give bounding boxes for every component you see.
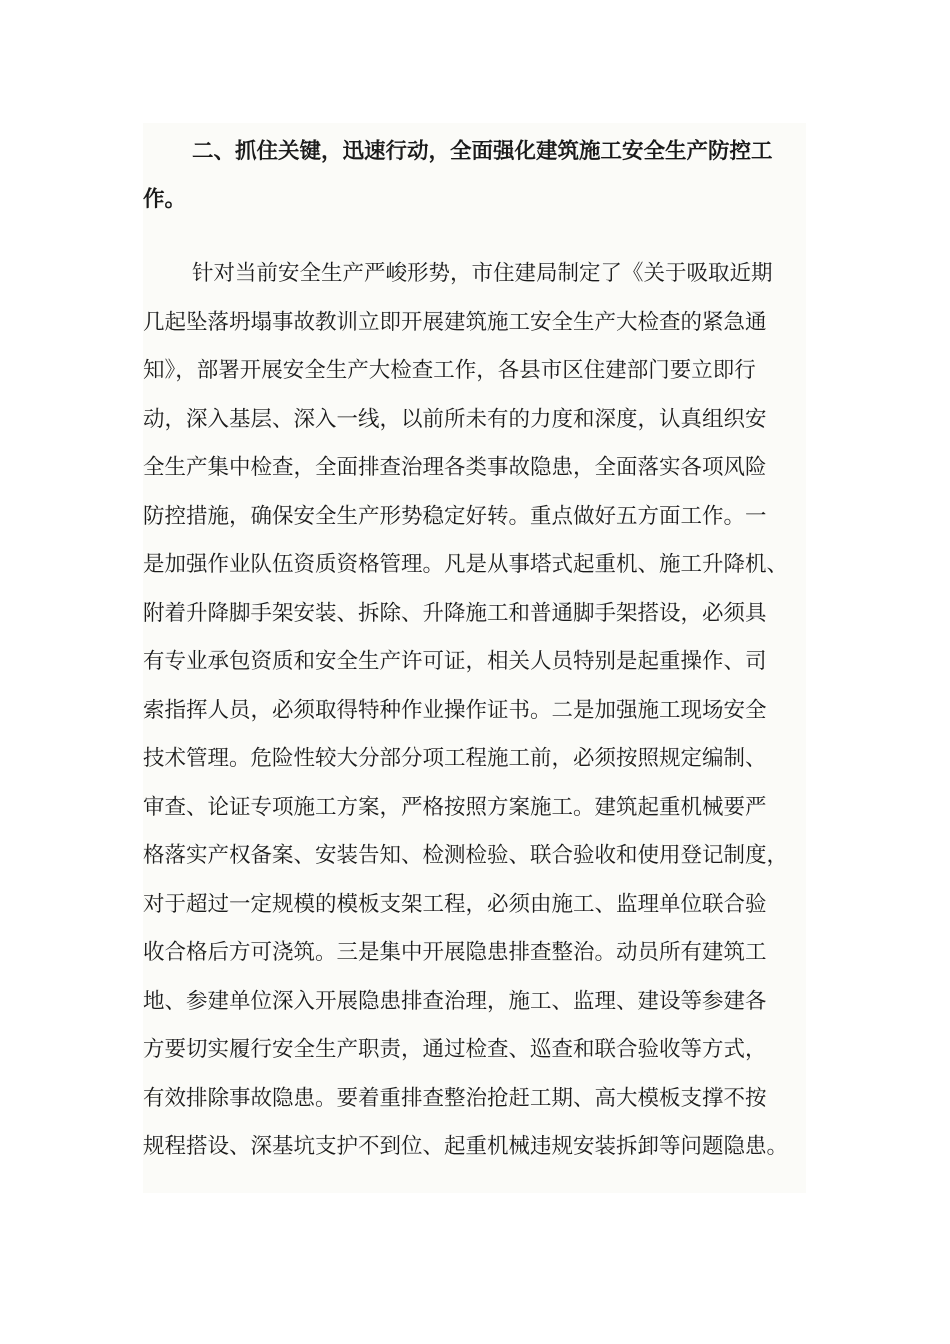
paragraph-line: 格落实产权备案、安装告知、检测检验、联合验收和使用登记制度， — [143, 843, 789, 868]
paragraph-line: 规程搭设、深基坑支护不到位、起重机械违规安装拆卸等问题隐患。 — [143, 1134, 789, 1159]
paragraph-line: 审查、论证专项施工方案，严格按照方案施工。建筑起重机械要严 — [143, 795, 767, 820]
paragraph-line: 动，深入基层、深入一线，以前所未有的力度和深度，认真组织安 — [143, 407, 767, 432]
paragraph-line: 对于超过一定规模的模板支架工程，必须由施工、监理单位联合验 — [143, 892, 767, 917]
document-text-block — [143, 123, 806, 1193]
paragraph-line: 几起坠落坍塌事故教训立即开展建筑施工安全生产大检查的紧急通 — [143, 310, 767, 335]
paragraph-line: 方要切实履行安全生产职责，通过检查、巡查和联合验收等方式， — [143, 1037, 767, 1062]
paragraph-line: 收合格后方可浇筑。三是集中开展隐患排查整治。动员所有建筑工 — [143, 940, 767, 965]
paragraph-line: 知》，部署开展安全生产大检查工作，各县市区住建部门要立即行 — [143, 358, 756, 383]
paragraph-line: 索指挥人员，必须取得特种作业操作证书。二是加强施工现场安全 — [143, 698, 767, 723]
paragraph-line: 是加强作业队伍资质资格管理。凡是从事塔式起重机、施工升降机、 — [143, 552, 789, 577]
paragraph-line: 有专业承包资质和安全生产许可证，相关人员特别是起重操作、司 — [143, 649, 767, 674]
paragraph-line: 技术管理。危险性较大分部分项工程施工前，必须按照规定编制、 — [143, 746, 767, 771]
paragraph-line: 防控措施，确保安全生产形势稳定好转。重点做好五方面工作。一 — [143, 504, 767, 529]
paragraph-line: 附着升降脚手架安装、拆除、升降施工和普通脚手架搭设，必须具 — [143, 601, 767, 626]
paragraph-line: 地、参建单位深入开展隐患排查治理，施工、监理、建设等参建各 — [143, 989, 767, 1014]
paragraph-line: 全生产集中检查，全面排查治理各类事故隐患，全面落实各项风险 — [143, 455, 767, 480]
paragraph-line: 针对当前安全生产严峻形势，市住建局制定了《关于吸取近期 — [192, 261, 773, 286]
paragraph-line: 有效排除事故隐患。要着重排查整治抢赶工期、高大模板支撑不按 — [143, 1086, 767, 1111]
section-heading-line: 二、抓住关键，迅速行动，全面强化建筑施工安全生产防控工 — [192, 139, 773, 164]
section-heading-line: 作。 — [143, 187, 187, 212]
